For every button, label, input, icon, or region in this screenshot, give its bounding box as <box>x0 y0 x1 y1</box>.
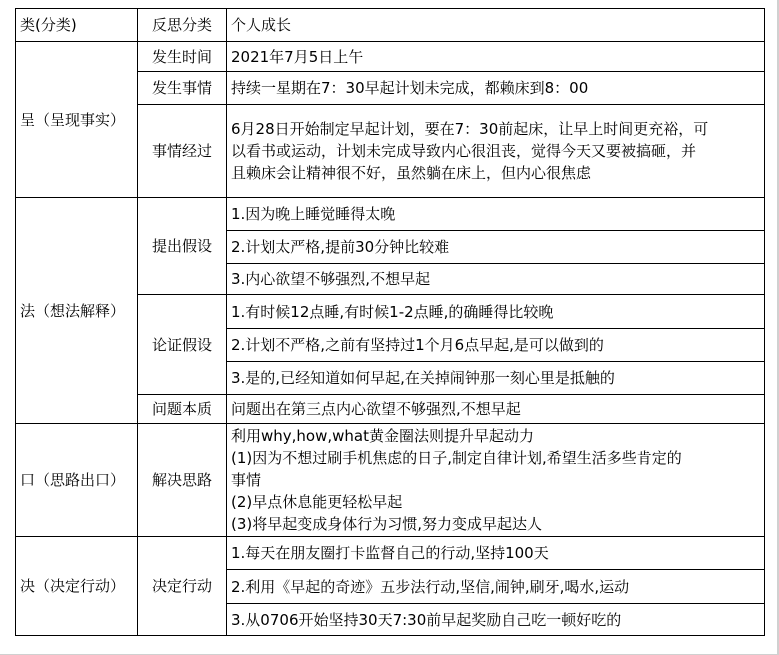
time-value-cell[interactable]: 2021年7月5日上午 <box>227 42 765 72</box>
solution-line: (3)将早起变成身体行为习惯,努力变成早起达人 <box>231 515 543 533</box>
solution-label-cell[interactable]: 解决思路 <box>138 424 227 537</box>
event-label-cell[interactable]: 发生事情 <box>138 72 227 105</box>
reflection-table <box>15 8 765 636</box>
section-jue-label[interactable]: 决（决定行动） <box>16 537 138 636</box>
header-subcategory-cell[interactable]: 反思分类 <box>138 9 227 42</box>
verification-cell[interactable]: 2.计划不严格,之前有坚持过1个月6点早起,是可以做到的 <box>227 329 765 362</box>
header-category-cell[interactable]: 类(分类) <box>16 9 138 42</box>
process-line: 6月28日开始制定早起计划，要在7：30前起床，让早上时间更充裕，可 <box>231 120 709 138</box>
action-label-cell[interactable]: 决定行动 <box>138 537 227 636</box>
table-row <box>16 537 765 570</box>
section-fa-label[interactable]: 法（想法解释） <box>16 198 138 424</box>
action-cell[interactable]: 2.利用《早起的奇迹》五步法行动,坚信,闹钟,刷牙,喝水,运动 <box>227 570 765 604</box>
essence-label-cell[interactable]: 问题本质 <box>138 395 227 424</box>
header-topic-cell[interactable]: 个人成长 <box>227 9 765 42</box>
event-value-cell[interactable]: 持续一星期在7：30早起计划未完成，都赖床到8：00 <box>227 72 765 105</box>
hypothesis-cell[interactable]: 2.计划太严格,提前30分钟比较难 <box>227 231 765 264</box>
verification-cell[interactable]: 3.是的,已经知道如何早起,在关掉闹钟那一刻心里是抵触的 <box>227 362 765 395</box>
solution-value-cell[interactable] <box>227 424 765 537</box>
table-row <box>16 198 765 231</box>
verify-label-cell[interactable]: 论证假设 <box>138 295 227 395</box>
essence-value-cell[interactable]: 问题出在第三点内心欲望不够强烈,不想早起 <box>227 395 765 424</box>
section-kou-label[interactable]: 口（思路出口） <box>16 424 138 537</box>
header-row <box>16 9 765 42</box>
hypothesis-label-cell[interactable]: 提出假设 <box>138 198 227 295</box>
verification-cell[interactable]: 1.有时候12点睡,有时候1-2点睡,的确睡得比较晚 <box>227 295 765 329</box>
process-value-cell[interactable] <box>227 105 765 198</box>
process-line: 以看书或运动，计划未完成导致内心很沮丧，觉得今天又要被搞砸，并 <box>231 142 697 160</box>
time-label-cell[interactable]: 发生时间 <box>138 42 227 72</box>
table-row <box>16 42 765 72</box>
process-label-cell[interactable]: 事情经过 <box>138 105 227 198</box>
solution-line: (1)因为不想过刷手机焦虑的日子,制定自律计划,希望生活多些肯定的 <box>231 449 682 467</box>
solution-line: 事情 <box>231 471 262 489</box>
action-cell[interactable]: 3.从0706开始坚持30天7:30前早起奖励自己吃一顿好吃的 <box>227 604 765 636</box>
solution-line: 利用why,how,what黄金圈法则提升早起动力 <box>231 427 534 445</box>
process-line: 且赖床会让精神很不好，虽然躺在床上，但内心很焦虑 <box>231 164 592 182</box>
hypothesis-cell[interactable]: 3.内心欲望不够强烈,不想早起 <box>227 264 765 295</box>
hypothesis-cell[interactable]: 1.因为晚上睡觉睡得太晚 <box>227 198 765 231</box>
section-cheng-label[interactable]: 呈（呈现事实） <box>16 42 138 198</box>
solution-line: (2)早点休息能更轻松早起 <box>231 493 403 511</box>
table-row <box>16 424 765 537</box>
action-cell[interactable]: 1.每天在朋友圈打卡监督自己的行动,坚持100天 <box>227 537 765 570</box>
